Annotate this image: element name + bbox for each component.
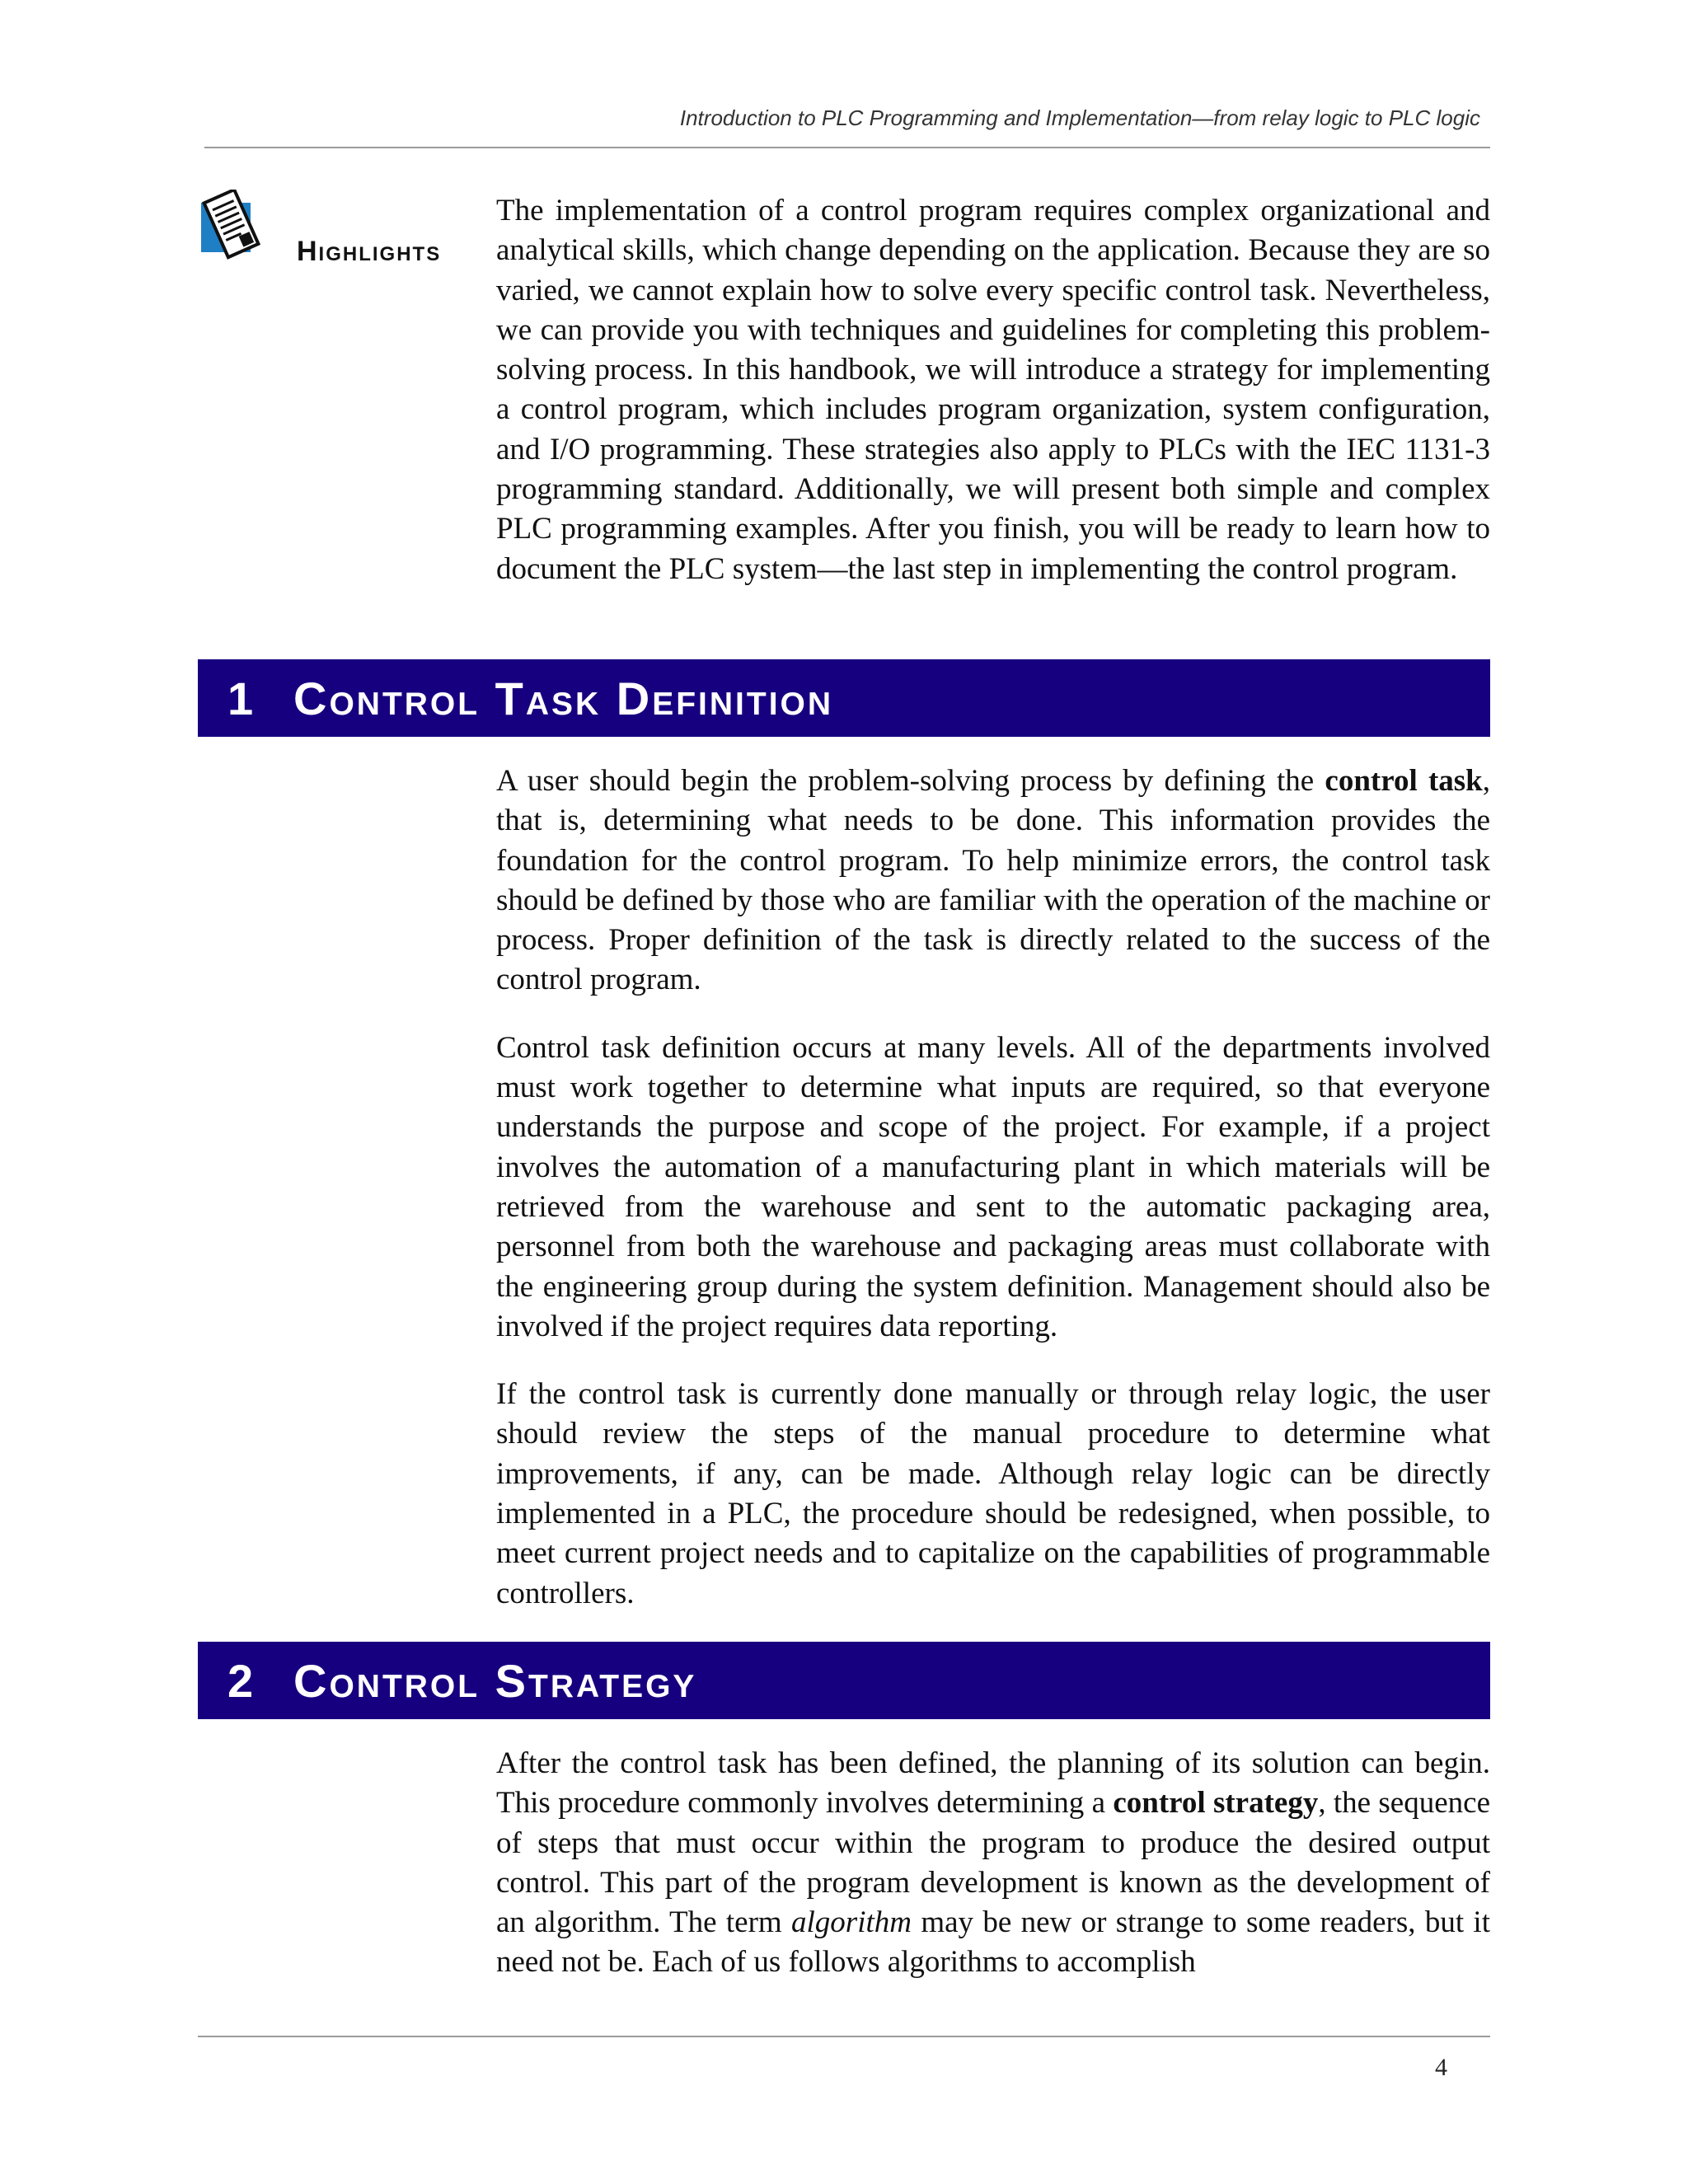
paragraph: Control task definition occurs at many levels. All of the departments involved must work together to determine what inputs are required, so that everyone understands the purpose and scope of the project. For example, if a project involves the automation of a manufacturing plant in which materials will be retrieved from the warehouse and sent to the automatic packaging area, personnel from both the warehouse and packaging areas must collaborate with the engineering group during the system definition. Management should also be involved if the project requires data reporting.	[496, 1030, 1490, 1343]
section-heading-1	[198, 659, 1490, 737]
section-2-body	[496, 1744, 1490, 1983]
paragraph-text: , that is, determining what needs to be done. This information provides the foundation for the control program. To help minimize errors, the control task should be defined by those who are familiar with the operation of the machine or process. Proper definition of the task is directly related to the success of the control program.	[496, 764, 1490, 997]
section-title: Control Task Definition	[293, 672, 834, 724]
page-number: 4	[1435, 2054, 1447, 2081]
italic-term: algorithm	[791, 1905, 912, 1940]
section-title: Control Strategy	[293, 1654, 697, 1707]
paragraph-text: , the sequence of steps that must occur within the program to produce the desired output control. This part of the program development is known as the development of an algorithm. The term	[496, 1786, 1490, 1940]
paragraph-text: A user should begin the problem-solving process by defining the	[496, 764, 1325, 798]
paragraph-text: After the control task has been defined, the planning of its solution can begin. This procedure commonly involves determining a	[496, 1746, 1490, 1821]
paragraph: If the control task is currently done manually or through relay logic, the user should review the steps of the manual procedure to determine what improvements, if any, can be made. Although relay logic can be directly implemented in a PLC, the procedure should be redesigned, when possible, to meet current project needs and to capitalize on the capabilities of programmable controllers.	[496, 1377, 1490, 1610]
section-1-body	[496, 762, 1490, 1614]
running-header: Introduction to PLC Programming and Implementation—from relay logic to PLC logic	[679, 105, 1480, 130]
bold-term: control strategy	[1113, 1786, 1319, 1821]
bold-term: control task	[1325, 764, 1483, 798]
footer-rule	[198, 2036, 1490, 2037]
paragraph-text: may be new or strange to some readers, but it need not be. Each of us follows algorithms to accomplish	[496, 1905, 1490, 1980]
document-icon	[198, 190, 267, 262]
paragraph	[496, 762, 1490, 1001]
highlights-text-block	[496, 191, 1490, 589]
header-rule	[204, 147, 1490, 148]
section-number: 2	[227, 1654, 256, 1707]
paragraph	[496, 1744, 1490, 1983]
section-heading-2	[198, 1642, 1490, 1719]
highlights-label: Highlights	[297, 236, 442, 267]
section-number: 1	[227, 672, 256, 724]
highlights-paragraph: The implementation of a control program requires complex organizational and analytical skills, which change depending on the application. Because they are so varied, we cannot explain how to solve every specific control task. Nevertheless, we can provide you with techniques and guidelines for completing this problem-solving process. In this handbook, we will introduce a strategy for implementing a control program, which includes program organization, system configuration, and I/O programming. These strategies also apply to PLCs with the IEC 1131-3 programming standard. Additionally, we will present both simple and complex PLC programming examples. After you finish, you will be ready to learn how to document the PLC system—the last step in implementing the control program.	[496, 194, 1490, 586]
